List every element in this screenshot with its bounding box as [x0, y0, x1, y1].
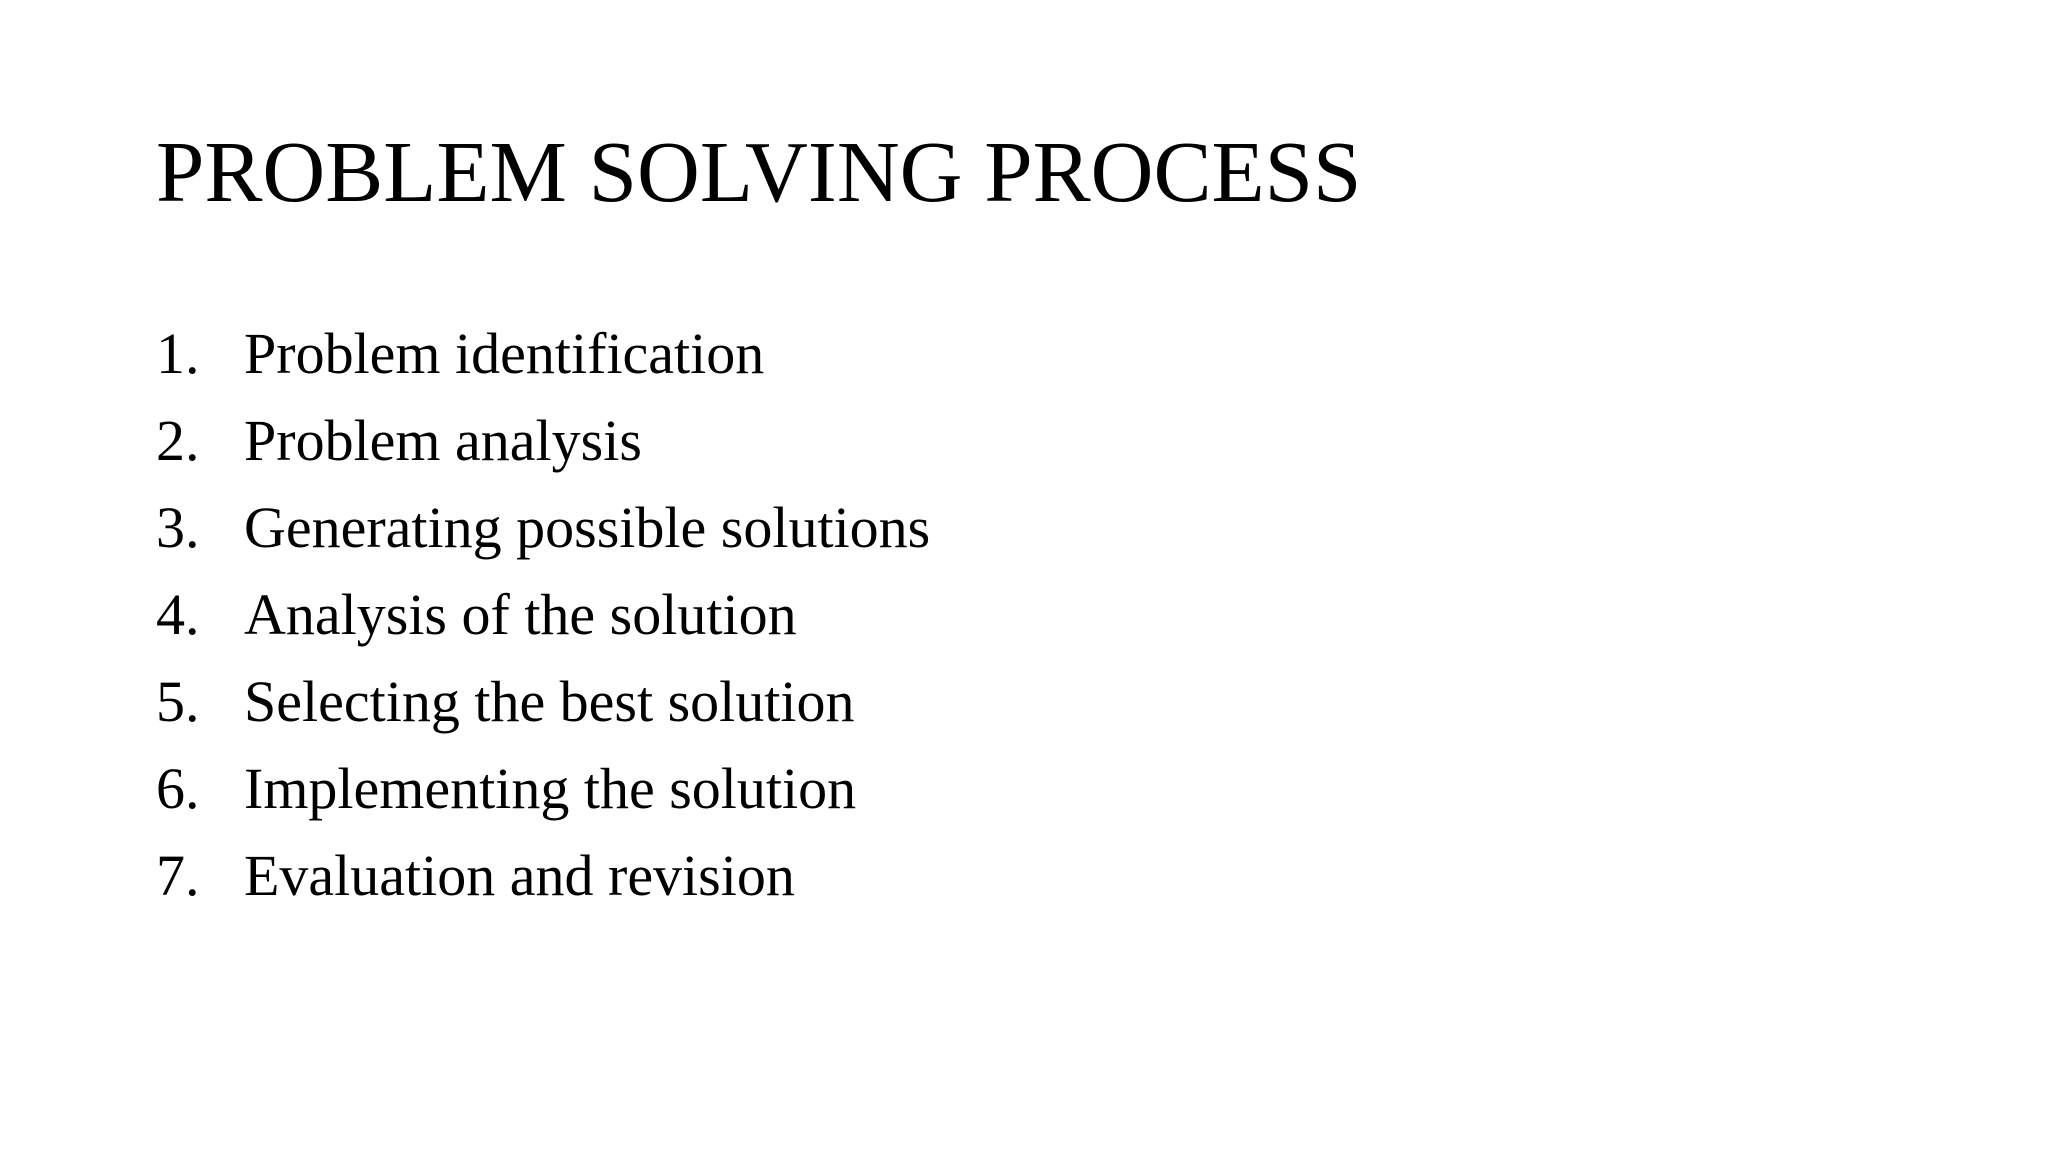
list-item: [156, 397, 930, 484]
step-list: [156, 310, 930, 919]
step-text: Selecting the best solution: [244, 669, 855, 734]
slide-title: PROBLEM SOLVING PROCESS: [156, 123, 1362, 220]
list-item: [156, 832, 930, 919]
step-text: Implementing the solution: [244, 756, 857, 821]
step-text: Problem analysis: [244, 408, 642, 473]
step-text: Evaluation and revision: [244, 843, 795, 908]
list-item: [156, 571, 930, 658]
step-number: 5.: [156, 669, 200, 734]
step-number: 1.: [156, 321, 200, 386]
step-number: 6.: [156, 756, 200, 821]
step-number: 3.: [156, 495, 200, 560]
list-item: [156, 310, 930, 397]
list-item: [156, 745, 930, 832]
step-text: Generating possible solutions: [244, 495, 931, 560]
step-number: 7.: [156, 843, 200, 908]
list-item: [156, 658, 930, 745]
step-text: Analysis of the solution: [244, 582, 797, 647]
step-text: Problem identification: [244, 321, 765, 386]
step-number: 2.: [156, 408, 200, 473]
list-item: [156, 484, 930, 571]
step-number: 4.: [156, 582, 200, 647]
